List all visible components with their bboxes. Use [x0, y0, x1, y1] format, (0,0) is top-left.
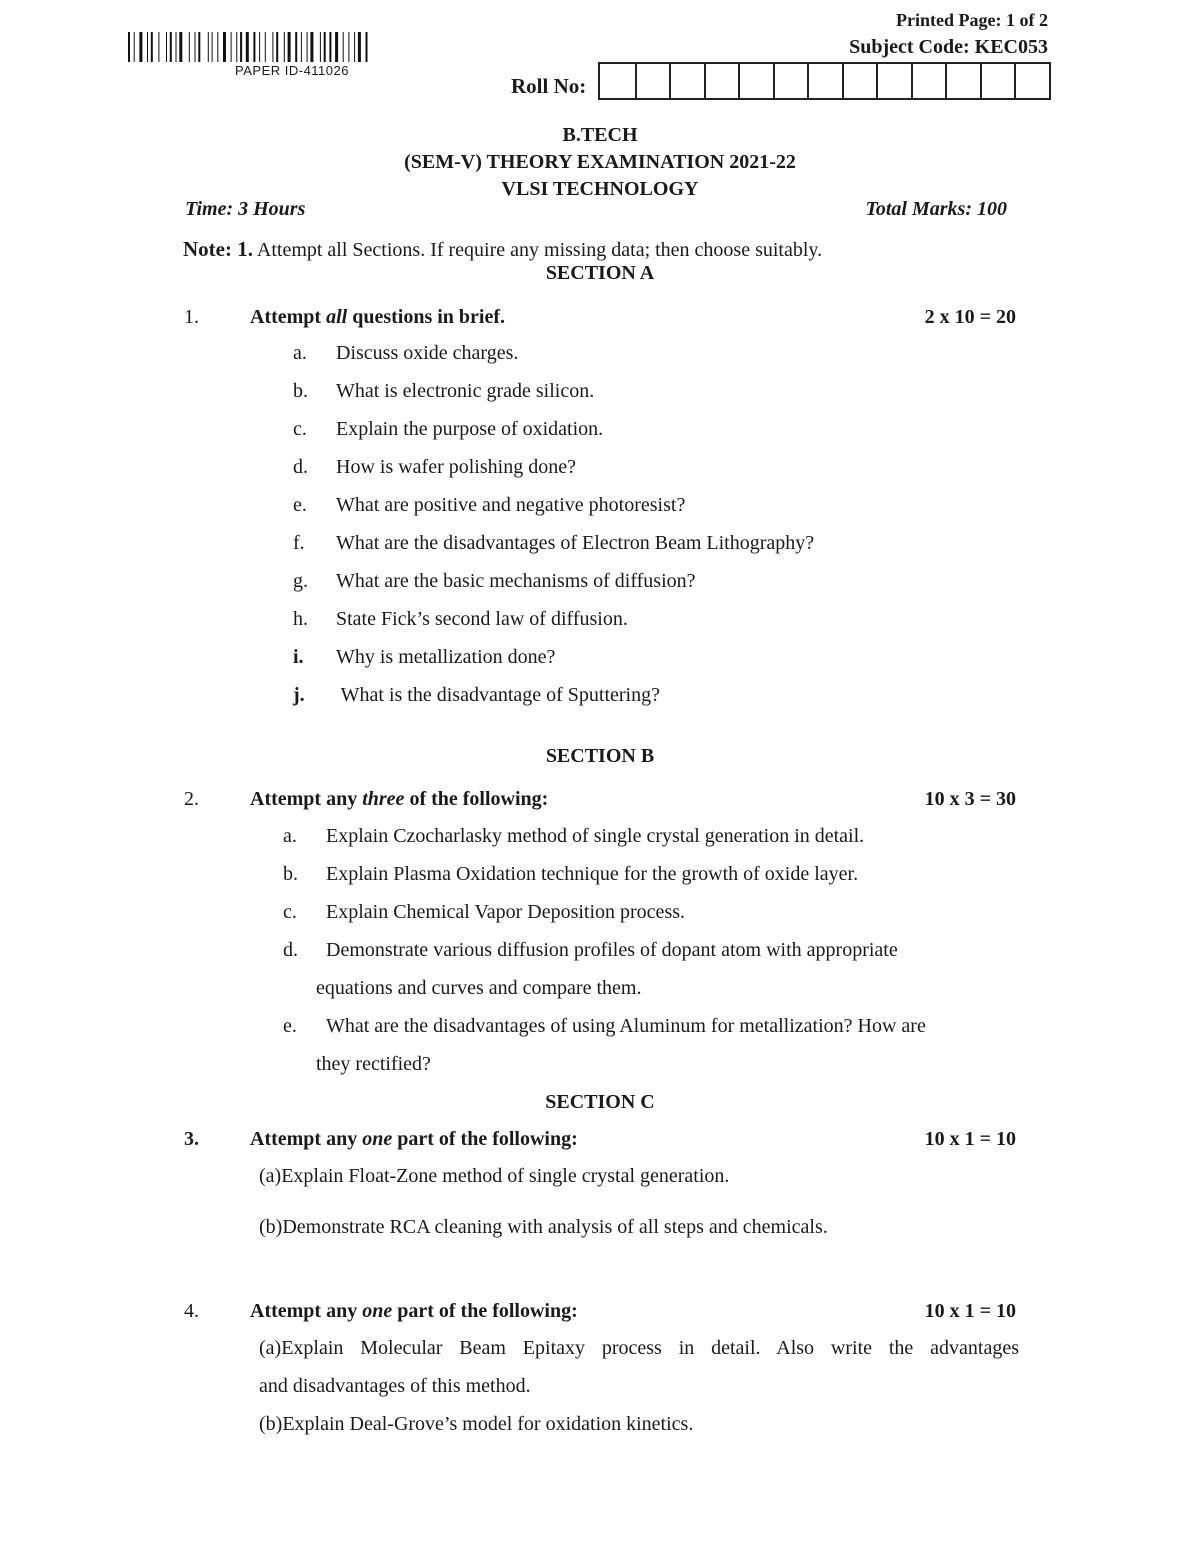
subject-code-label: Subject Code: KEC053 — [849, 36, 1048, 58]
question-instruction — [250, 788, 548, 811]
barcode-bar — [212, 32, 213, 62]
question-number: 4. — [184, 1300, 199, 1322]
barcode-bar — [335, 32, 338, 62]
item-letter: i. — [293, 646, 304, 668]
question-item-continuation: equations and curves and compare them. — [316, 977, 642, 999]
question-item: How is wafer polishing done? — [336, 456, 576, 478]
question-item: State Fick’s second law of diffusion. — [336, 608, 628, 630]
barcode-bar — [354, 32, 355, 62]
barcode-bar — [310, 32, 313, 62]
question-part-a: (a)Explain Molecular Beam Epitaxy process in detail. Also write the advantages — [259, 1337, 1019, 1359]
instruction-text: questions in brief. — [347, 306, 506, 328]
roll-number-box[interactable] — [876, 64, 911, 98]
roll-number-box[interactable] — [773, 64, 808, 98]
item-letter: d. — [293, 456, 308, 478]
barcode-bar — [246, 32, 249, 62]
question-number: 3. — [184, 1128, 199, 1150]
barcode-bar — [134, 32, 135, 62]
question-instruction — [250, 306, 505, 329]
barcode-bar — [166, 32, 167, 62]
item-letter: g. — [293, 570, 308, 592]
item-letter: c. — [283, 901, 297, 923]
question-item: Explain Czocharlasky method of single crystal generation in detail. — [326, 825, 865, 847]
roll-number-box[interactable] — [738, 64, 773, 98]
barcode-bar — [301, 32, 302, 62]
barcode-bar — [236, 32, 237, 62]
item-letter: b. — [293, 380, 308, 402]
barcode-bar — [151, 32, 153, 62]
barcode-bar — [288, 32, 291, 62]
instruction-text: Attempt — [250, 306, 327, 328]
item-letter: j. — [293, 684, 305, 706]
barcode-bar — [272, 32, 273, 62]
roll-number-box[interactable] — [600, 64, 635, 98]
question-item: What is the disadvantage of Sputtering? — [336, 684, 660, 706]
barcode — [128, 32, 456, 62]
barcode-bar — [139, 32, 142, 62]
paper-id: PAPER ID-411026 — [235, 63, 349, 78]
barcode-bar — [320, 32, 321, 62]
question-marks: 10 x 1 = 10 — [924, 1300, 1016, 1322]
roll-number-box[interactable] — [1014, 64, 1049, 98]
roll-number-box[interactable] — [842, 64, 877, 98]
barcode-bar — [253, 32, 255, 62]
roll-number-box[interactable] — [635, 64, 670, 98]
barcode-bar — [195, 32, 196, 62]
question-part-b: (b)Explain Deal-Grove’s model for oxidation kinetics. — [259, 1413, 694, 1435]
barcode-bar — [231, 32, 232, 62]
barcode-bar — [128, 32, 130, 62]
note-lead: Note: 1. — [183, 237, 253, 261]
question-instruction — [250, 1128, 578, 1151]
instruction-emphasis: one — [362, 1128, 393, 1150]
question-marks: 10 x 3 = 30 — [924, 788, 1016, 810]
barcode-bar — [223, 32, 226, 62]
question-item: Explain Chemical Vapor Deposition process. — [326, 901, 686, 923]
item-letter: a. — [293, 342, 307, 364]
question-item: What is electronic grade silicon. — [336, 380, 595, 402]
roll-number-label: Roll No: — [511, 74, 587, 98]
instruction-text: Attempt any — [250, 1128, 363, 1150]
item-letter: h. — [293, 608, 308, 630]
barcode-bar — [217, 32, 218, 62]
question-item: What are positive and negative photoresist? — [336, 494, 686, 516]
item-letter: a. — [283, 825, 297, 847]
question-instruction — [250, 1300, 578, 1323]
total-marks-label: Total Marks: 100 — [865, 198, 1007, 220]
barcode-bar — [265, 32, 266, 62]
roll-number-boxes[interactable] — [598, 62, 1051, 100]
item-letter: d. — [283, 939, 298, 961]
roll-number-box[interactable] — [980, 64, 1015, 98]
instruction-emphasis: three — [362, 788, 405, 810]
barcode-bar — [366, 32, 368, 62]
printed-page-label: Printed Page: 1 of 2 — [896, 10, 1048, 30]
exam-degree: B.TECH — [562, 124, 638, 146]
barcode-bar — [348, 32, 349, 62]
barcode-bar — [259, 32, 260, 62]
section-b-heading: SECTION B — [545, 745, 655, 767]
instruction-text: of the following: — [404, 788, 549, 810]
time-label: Time: 3 Hours — [185, 198, 306, 220]
roll-number-box[interactable] — [807, 64, 842, 98]
question-item: What are the disadvantages of Electron Beam Lithography? — [336, 532, 815, 554]
barcode-bar — [158, 32, 159, 62]
instruction-text: Attempt any — [250, 788, 363, 810]
barcode-bar — [295, 32, 297, 62]
roll-number-box[interactable] — [945, 64, 980, 98]
question-number: 1. — [184, 306, 199, 328]
question-part-b: (b)Demonstrate RCA cleaning with analysis of all steps and chemicals. — [259, 1216, 828, 1238]
instruction-text: part of the following: — [392, 1128, 578, 1150]
section-c-heading: SECTION C — [545, 1091, 655, 1113]
item-letter: e. — [283, 1015, 297, 1037]
barcode-bar — [343, 32, 344, 62]
barcode-bar — [208, 32, 209, 62]
barcode-bar — [324, 32, 326, 62]
note-text: Attempt all Sections. If require any missing data; then choose suitably. — [252, 239, 823, 261]
question-number: 2. — [184, 788, 199, 810]
barcode-bar — [189, 32, 190, 62]
item-letter: c. — [293, 418, 307, 440]
exam-title: (SEM-V) THEORY EXAMINATION 2021-22 — [404, 151, 796, 173]
note — [183, 237, 822, 262]
question-marks: 10 x 1 = 10 — [924, 1128, 1016, 1150]
instruction-emphasis: one — [362, 1300, 393, 1322]
barcode-bar — [329, 32, 331, 62]
section-a-heading: SECTION A — [545, 262, 655, 284]
question-item: Explain the purpose of oxidation. — [336, 418, 604, 440]
question-item-continuation: they rectified? — [316, 1053, 431, 1075]
barcode-bar — [284, 32, 285, 62]
exam-subject: VLSI TECHNOLOGY — [501, 178, 699, 200]
question-item: What are the basic mechanisms of diffusion? — [336, 570, 696, 592]
instruction-text: part of the following: — [392, 1300, 578, 1322]
instruction-text: Attempt any — [250, 1300, 363, 1322]
question-item: Discuss oxide charges. — [336, 342, 519, 364]
roll-number-box[interactable] — [669, 64, 704, 98]
instruction-emphasis: all — [326, 306, 348, 328]
question-item: Explain Plasma Oxidation technique for the growth of oxide layer. — [326, 863, 859, 885]
item-letter: b. — [283, 863, 298, 885]
barcode-bar — [307, 32, 308, 62]
question-part-a-continuation: and disadvantages of this method. — [259, 1375, 531, 1397]
barcode-bar — [240, 32, 242, 62]
question-item: Demonstrate various diffusion profiles of dopant atom with appropriate — [326, 939, 898, 961]
roll-number-box[interactable] — [911, 64, 946, 98]
barcode-bar — [170, 32, 172, 62]
barcode-bar — [198, 32, 200, 62]
question-part-a: (a)Explain Float-Zone method of single crystal generation. — [259, 1165, 730, 1187]
question-item: Why is metallization done? — [336, 646, 556, 668]
item-letter: e. — [293, 494, 307, 516]
barcode-bar — [147, 32, 148, 62]
question-marks: 2 x 10 = 20 — [924, 306, 1016, 328]
question-item: What are the disadvantages of using Aluminum for metallization? How are — [326, 1015, 926, 1037]
barcode-bar — [358, 32, 361, 62]
roll-number-box[interactable] — [704, 64, 739, 98]
item-letter: f. — [293, 532, 305, 554]
barcode-bar — [179, 32, 182, 62]
barcode-bar — [176, 32, 177, 62]
barcode-bar — [276, 32, 278, 62]
